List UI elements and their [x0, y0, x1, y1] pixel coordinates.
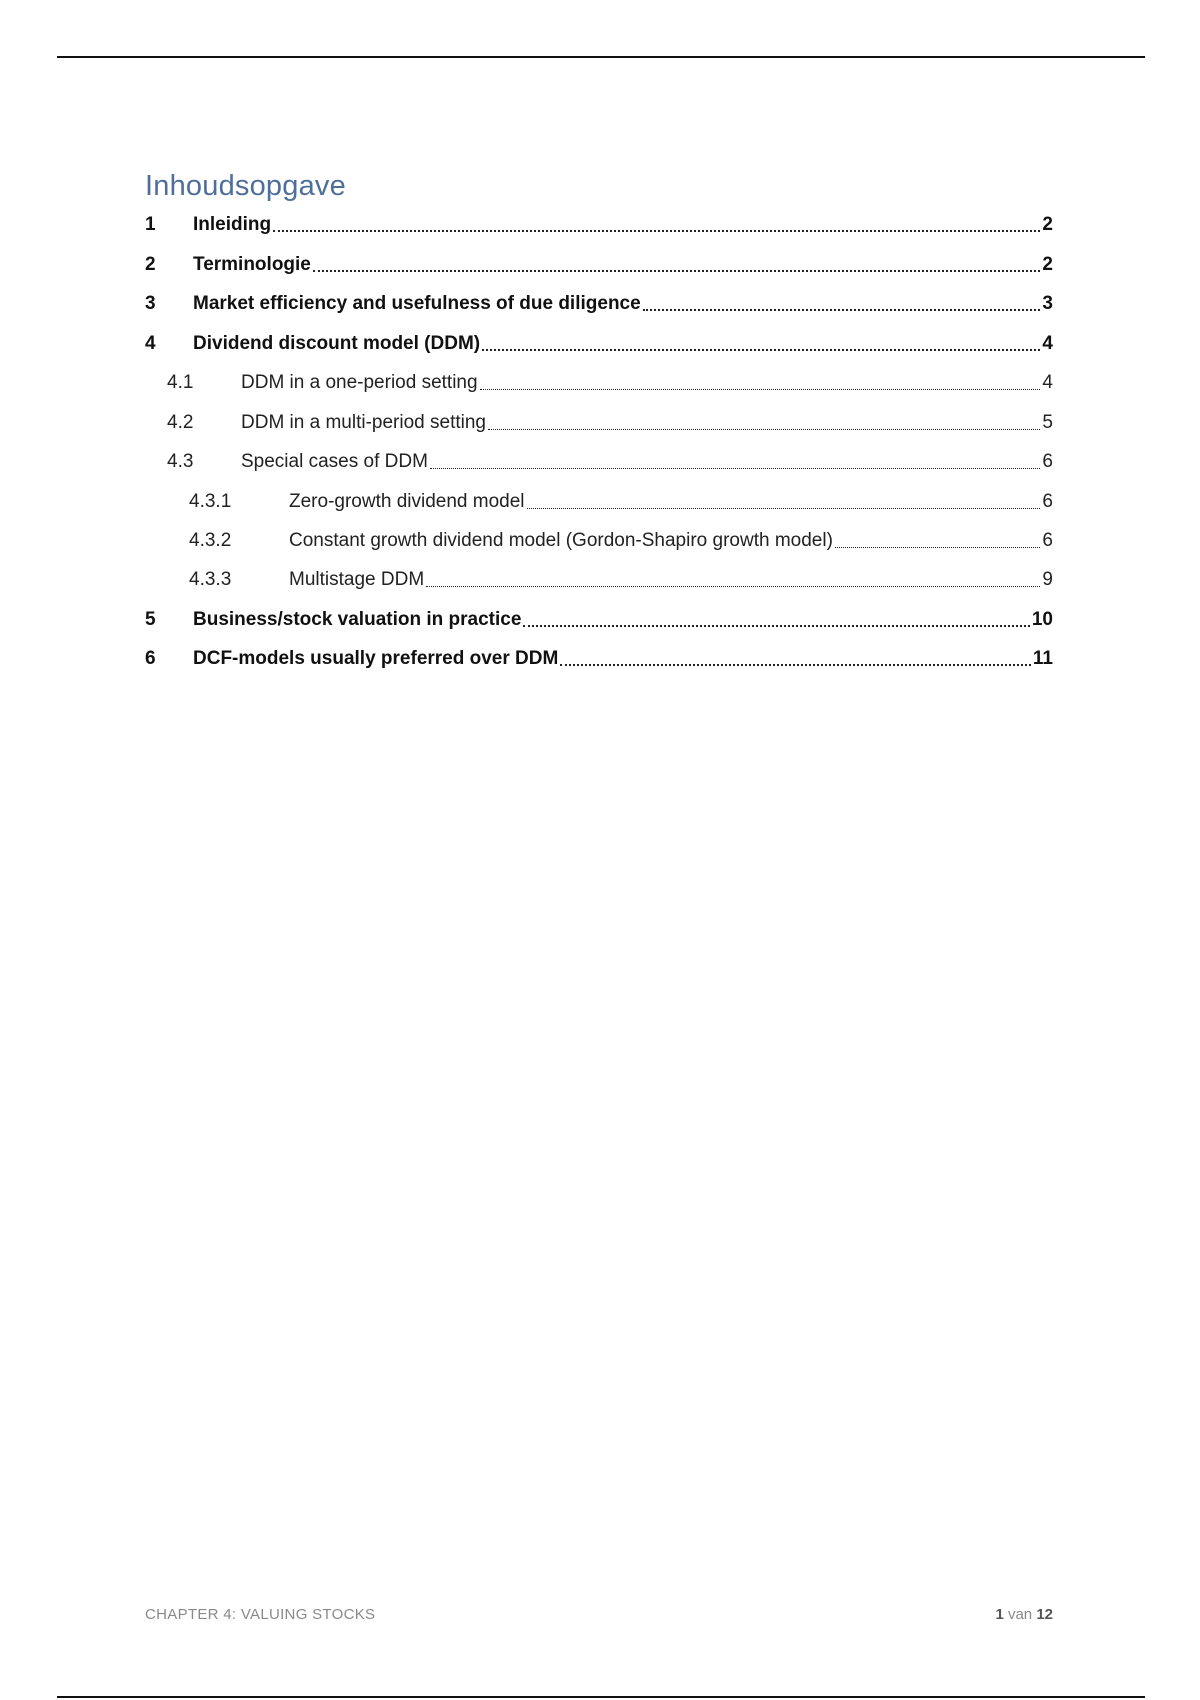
- toc-entry-4-3-3[interactable]: [145, 567, 1053, 593]
- toc-entry-text: DDM in a multi-period setting: [241, 412, 486, 433]
- toc-entry-page: 5: [1042, 412, 1053, 433]
- page-current: 1: [995, 1606, 1004, 1623]
- dot-leader: [480, 389, 1041, 390]
- toc-entry-text: Multistage DDM: [289, 569, 425, 590]
- dot-leader: [430, 468, 1041, 469]
- toc-entry-page: 10: [1031, 609, 1053, 630]
- toc-entry-number: 3: [145, 293, 156, 314]
- toc-entry-page: 4: [1042, 372, 1053, 393]
- toc-entry-number: 6: [145, 648, 156, 669]
- header-rule: [57, 56, 1145, 58]
- toc-entry-text: Dividend discount model (DDM): [193, 333, 481, 354]
- footer-chapter-title: CHAPTER 4: VALUING STOCKS: [145, 1606, 376, 1623]
- dot-leader: [835, 547, 1041, 548]
- dot-leader: [560, 664, 1031, 666]
- toc-entry-number: 4.2: [167, 412, 194, 433]
- footer-rule: [57, 1696, 1145, 1698]
- dot-leader: [643, 309, 1041, 311]
- toc-entry-number: 4: [145, 333, 156, 354]
- toc-entry-6[interactable]: [145, 646, 1053, 672]
- toc-entry-page: 6: [1042, 530, 1053, 551]
- toc-entry-5[interactable]: [145, 607, 1053, 633]
- toc-entry-text: Constant growth dividend model (Gordon-Shapiro growth model): [289, 530, 833, 551]
- dot-leader: [523, 625, 1029, 627]
- toc-entry-text: Terminologie: [193, 254, 311, 275]
- toc-entry-4-3[interactable]: [145, 449, 1053, 475]
- toc-entry-page: 2: [1042, 214, 1053, 235]
- toc-entry-4-2[interactable]: [145, 410, 1053, 436]
- page-separator: van: [1007, 1606, 1033, 1623]
- toc-entry-4-3-1[interactable]: [145, 489, 1053, 515]
- toc-entry-number: 1: [145, 214, 156, 235]
- dot-leader: [488, 429, 1040, 430]
- toc-entry-page: 11: [1032, 648, 1053, 669]
- toc-entry-text: Zero-growth dividend model: [289, 491, 525, 512]
- toc-entry-text: Special cases of DDM: [241, 451, 428, 472]
- toc-entry-1[interactable]: [145, 212, 1053, 238]
- toc-entry-text: Market efficiency and usefulness of due diligence: [193, 293, 641, 314]
- toc-entry-number: 4.3.1: [189, 491, 232, 512]
- toc-entry-number: 4.3: [167, 451, 194, 472]
- footer-page-number: [900, 1606, 1053, 1623]
- toc-entry-number: 2: [145, 254, 156, 275]
- toc-entry-2[interactable]: [145, 252, 1053, 278]
- toc-entry-4-1[interactable]: [145, 370, 1053, 396]
- toc-entry-page: 6: [1042, 491, 1053, 512]
- dot-leader: [482, 349, 1040, 351]
- toc-title: Inhoudsopgave: [145, 170, 346, 202]
- toc-entry-number: 4.3.3: [189, 569, 232, 590]
- toc-entry-text: Inleiding: [193, 214, 272, 235]
- toc-entry-4[interactable]: [145, 331, 1053, 357]
- toc-entry-page: 6: [1042, 451, 1053, 472]
- toc-entry-3[interactable]: [145, 291, 1053, 317]
- toc-entry-page: 3: [1042, 293, 1053, 314]
- toc-entry-page: 4: [1042, 333, 1053, 354]
- dot-leader: [527, 508, 1041, 509]
- toc-entry-text: DDM in a one-period setting: [241, 372, 478, 393]
- dot-leader: [313, 270, 1041, 272]
- toc-entry-page: 9: [1042, 569, 1053, 590]
- toc-entry-page: 2: [1042, 254, 1053, 275]
- dot-leader: [426, 586, 1040, 587]
- toc-entry-text: Business/stock valuation in practice: [193, 609, 522, 630]
- toc-entry-number: 4.1: [167, 372, 194, 393]
- page-total: 12: [1036, 1606, 1053, 1623]
- toc-entry-number: 4.3.2: [189, 530, 232, 551]
- toc-entry-number: 5: [145, 609, 156, 630]
- toc-entry-text: DCF-models usually preferred over DDM: [193, 648, 559, 669]
- dot-leader: [273, 230, 1040, 232]
- toc-entry-4-3-2[interactable]: [145, 528, 1053, 554]
